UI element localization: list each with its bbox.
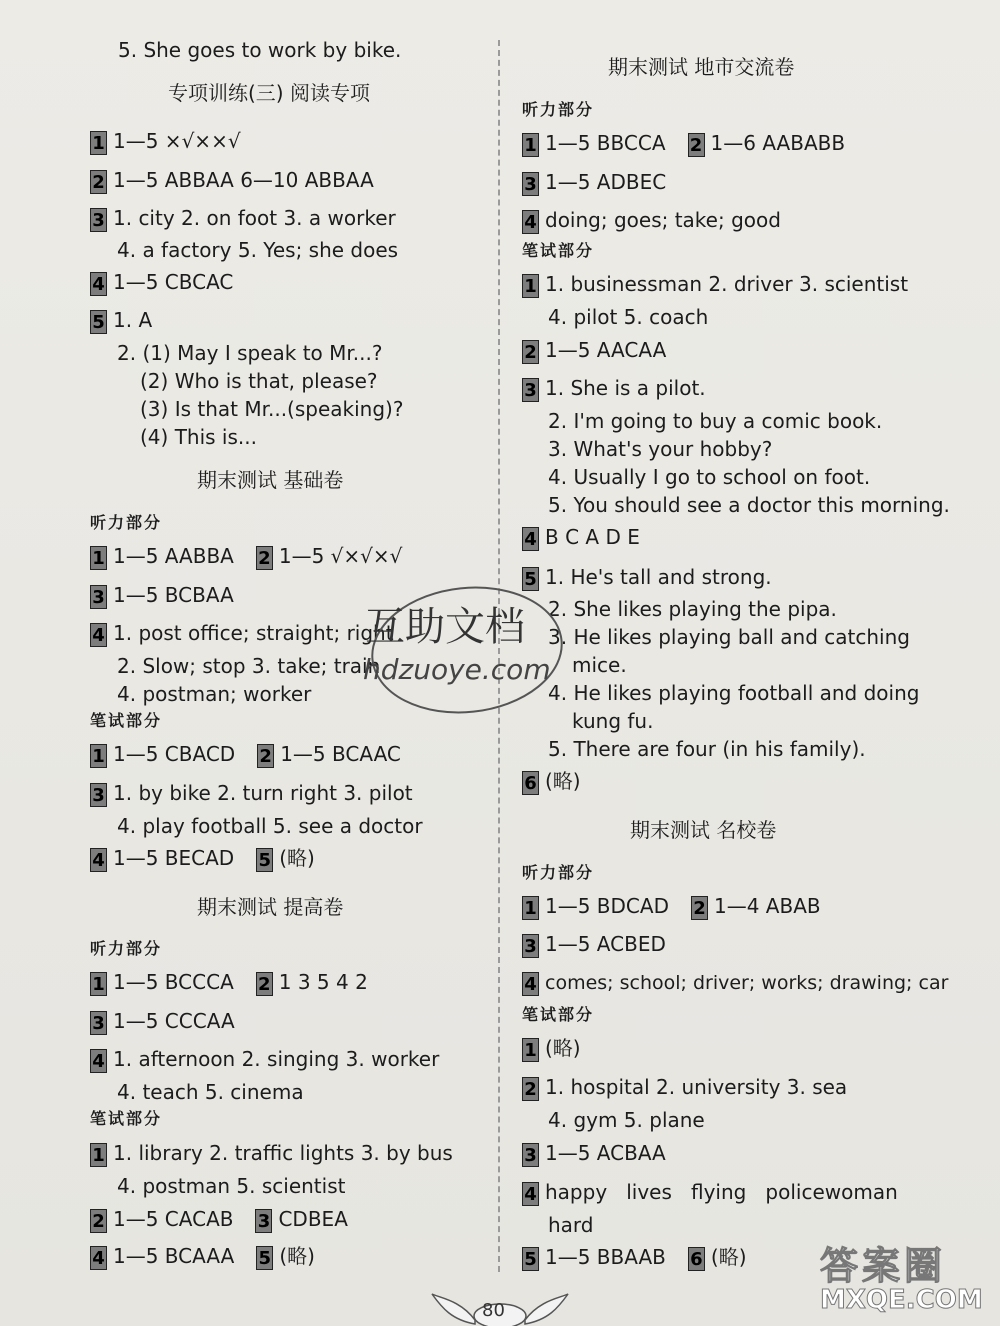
- question-number-badge: 2: [257, 744, 274, 768]
- answer-line: 3 1. city 2. on foot 3. a worker: [90, 205, 396, 232]
- answer-line: 3 1. She is a pilot.: [522, 375, 706, 402]
- section-heading: 期末测试 基础卷: [197, 468, 344, 492]
- question-number-badge: 1: [522, 274, 539, 298]
- answer-line: 3. What's your hobby?: [548, 437, 773, 461]
- answer-line: (3) Is that Mr...(speaking)?: [140, 397, 404, 421]
- answer-line: 3. He likes playing ball and catching: [548, 625, 910, 649]
- subsection-label: 听力部分: [522, 100, 595, 119]
- question-number-badge: 1: [90, 131, 107, 155]
- question-number-badge: 2: [256, 972, 273, 996]
- answer-line: 2 1—5 AACAA: [522, 337, 666, 364]
- answer-line: 4 doing; goes; take; good: [522, 207, 781, 234]
- answer-line: 5. She goes to work by bike.: [118, 38, 402, 62]
- question-number-badge: 3: [90, 208, 107, 232]
- question-number-badge: 4: [522, 1182, 539, 1206]
- answer-line: 4 1. post office; straight; right: [90, 620, 394, 647]
- subsection-label: 听力部分: [522, 863, 595, 882]
- question-number-badge: 2: [522, 1077, 539, 1101]
- watermark-text: 互助文档: [365, 604, 525, 650]
- answer-line: 3 1—5 CCCAA: [90, 1008, 235, 1035]
- question-number-badge: 3: [255, 1209, 272, 1233]
- answer-line: 4 comes; school; driver; works; drawing; car: [522, 970, 948, 996]
- answer-line: 4. Usually I go to school on foot.: [548, 465, 871, 489]
- answer-line: (4) This is...: [140, 425, 257, 449]
- question-number-badge: 4: [90, 848, 107, 872]
- answer-line: 4. postman 5. scientist: [117, 1174, 346, 1198]
- question-number-badge: 3: [522, 934, 539, 958]
- question-number-badge: 4: [90, 623, 107, 647]
- answer-line: 3 1. by bike 2. turn right 3. pilot: [90, 780, 413, 807]
- answer-line: 1 1—5 BDCAD 2 1—4 ABAB: [522, 893, 821, 920]
- answer-line: 5 1—5 BBAAB 6 (略): [522, 1244, 747, 1271]
- answer-line: 4 1—5 CBCAC: [90, 269, 233, 296]
- subsection-label: 听力部分: [90, 939, 163, 958]
- answer-line: 5 1. A: [90, 307, 152, 334]
- answer-line: 2. (1) May I speak to Mr...?: [117, 341, 383, 365]
- section-heading: 期末测试 提高卷: [197, 895, 344, 919]
- question-number-badge: 3: [522, 378, 539, 402]
- question-number-badge: 1: [90, 1143, 107, 1167]
- answer-line: 2 1—5 ABBAA 6—10 ABBAA: [90, 167, 374, 194]
- question-number-badge: 5: [522, 567, 539, 591]
- subsection-label: 笔试部分: [522, 241, 595, 260]
- answer-line: 6 (略): [522, 768, 581, 795]
- logo-text: 答案圈: [820, 1244, 947, 1288]
- answer-line: 2 1—5 CACAB 3 CDBEA: [90, 1206, 348, 1233]
- answer-line: mice.: [572, 653, 627, 677]
- answer-line: (2) Who is that, please?: [140, 369, 378, 393]
- question-number-badge: 3: [90, 585, 107, 609]
- question-number-badge: 2: [691, 896, 708, 920]
- question-number-badge: 1: [90, 744, 107, 768]
- answer-line: 3 1—5 ACBAA: [522, 1140, 666, 1167]
- answer-line: 4 1—5 BCAAA 5 (略): [90, 1243, 315, 1270]
- question-number-badge: 4: [90, 1049, 107, 1073]
- answer-line: 4. gym 5. plane: [548, 1108, 705, 1132]
- answer-line: 1 (略): [522, 1035, 581, 1062]
- answer-line: hard: [548, 1213, 594, 1237]
- answer-line: 4. pilot 5. coach: [548, 305, 709, 329]
- subsection-label: 笔试部分: [90, 711, 163, 730]
- question-number-badge: 2: [688, 133, 705, 157]
- answer-line: 2. I'm going to buy a comic book.: [548, 409, 883, 433]
- answer-line: kung fu.: [572, 709, 654, 733]
- answer-line: 1 1—5 BCCCA 2 1 3 5 4 2: [90, 969, 368, 996]
- question-number-badge: 5: [522, 1247, 539, 1271]
- answer-line: 1 1—5 CBACD 2 1—5 BCAAC: [90, 741, 401, 768]
- question-number-badge: 4: [522, 972, 539, 996]
- answer-line: 5 1. He's tall and strong.: [522, 564, 772, 591]
- answer-line: 4 B C A D E: [522, 524, 640, 551]
- answer-line: 2 1. hospital 2. university 3. sea: [522, 1074, 847, 1101]
- section-heading: 专项训练(三) 阅读专项: [168, 81, 370, 105]
- answer-line: 4 1—5 BECAD 5 (略): [90, 845, 315, 872]
- answer-line: 1 1—5 ×√××√: [90, 128, 241, 155]
- question-number-badge: 6: [522, 771, 539, 795]
- answer-line: 1 1. library 2. traffic lights 3. by bus: [90, 1140, 453, 1167]
- question-number-badge: 4: [90, 1246, 107, 1270]
- answer-line: 3 1—5 ADBEC: [522, 169, 666, 196]
- watermark-url: hdzuoye.com: [363, 653, 551, 686]
- answer-line: 3 1—5 BCBAA: [90, 582, 234, 609]
- question-number-badge: 3: [522, 1143, 539, 1167]
- question-number-badge: 5: [90, 310, 107, 334]
- answer-line: 4 1. afternoon 2. singing 3. worker: [90, 1046, 439, 1073]
- question-number-badge: 1: [522, 1038, 539, 1062]
- section-heading: 期末测试 地市交流卷: [608, 55, 795, 79]
- page-number-text: 80: [482, 1300, 505, 1321]
- answer-line: 4. postman; worker: [117, 682, 312, 706]
- answer-line: 4 happy lives flying policewoman: [522, 1179, 898, 1206]
- question-number-badge: 1: [90, 972, 107, 996]
- question-number-badge: 2: [90, 1209, 107, 1233]
- question-number-badge: 2: [256, 546, 273, 570]
- question-number-badge: 2: [522, 340, 539, 364]
- answer-line: 2. She likes playing the pipa.: [548, 597, 837, 621]
- question-number-badge: 1: [522, 133, 539, 157]
- subsection-label: 笔试部分: [90, 1109, 163, 1128]
- watermark: [355, 575, 585, 725]
- answer-line: 1 1—5 AABBA 2 1—5 √×√×√: [90, 543, 402, 570]
- section-heading: 期末测试 名校卷: [630, 818, 777, 842]
- question-number-badge: 3: [90, 783, 107, 807]
- question-number-badge: 4: [90, 272, 107, 296]
- answer-line: 4. play football 5. see a doctor: [117, 814, 423, 838]
- site-logo: [810, 1235, 1000, 1326]
- page-number: [430, 1290, 570, 1326]
- logo-url: MXQE.COM: [820, 1285, 983, 1315]
- question-number-badge: 6: [688, 1247, 705, 1271]
- question-number-badge: 4: [522, 210, 539, 234]
- subsection-label: 笔试部分: [522, 1005, 595, 1024]
- question-number-badge: 5: [256, 1246, 273, 1270]
- answer-line: 2. Slow; stop 3. take; train: [117, 654, 381, 678]
- question-number-badge: 1: [90, 546, 107, 570]
- answer-line: 3 1—5 ACBED: [522, 931, 666, 958]
- question-number-badge: 1: [522, 896, 539, 920]
- answer-line: 1 1—5 BBCCA 2 1—6 AABABB: [522, 130, 845, 157]
- question-number-badge: 4: [522, 527, 539, 551]
- answer-line: 4. teach 5. cinema: [117, 1080, 304, 1104]
- answer-line: 5. There are four (in his family).: [548, 737, 866, 761]
- question-number-badge: 3: [90, 1011, 107, 1035]
- answer-line: 4. a factory 5. Yes; she does: [117, 238, 399, 262]
- answer-line: 1 1. businessman 2. driver 3. scientist: [522, 271, 908, 298]
- question-number-badge: 2: [90, 170, 107, 194]
- question-number-badge: 3: [522, 172, 539, 196]
- question-number-badge: 5: [256, 848, 273, 872]
- answer-line: 4. He likes playing football and doing: [548, 681, 920, 705]
- answer-line: 5. You should see a doctor this morning.: [548, 493, 950, 517]
- subsection-label: 听力部分: [90, 513, 163, 532]
